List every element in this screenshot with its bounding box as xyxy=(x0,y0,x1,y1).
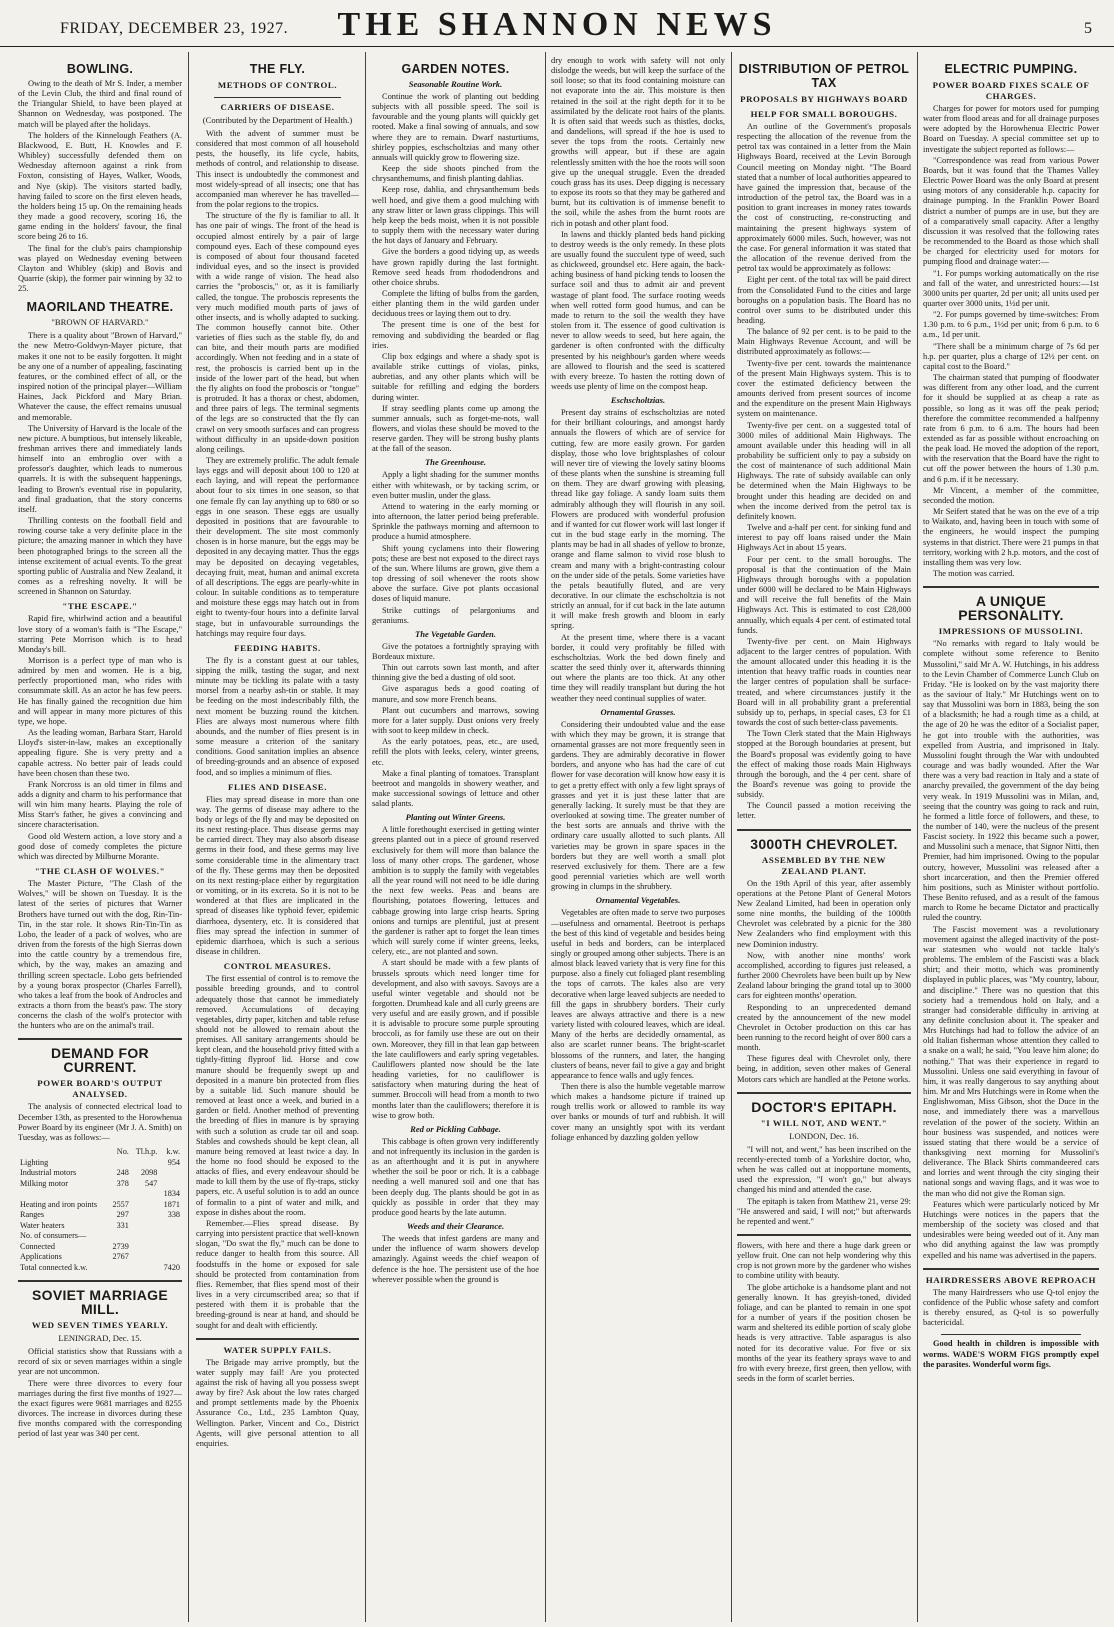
water-paragraph: The Brigade may arrive promptly, but the water supply may fail! Are you protected against the risk of having all you possess swept away by fire? Ask about the low rates charged and prompt settlements made by the Phoenix Assurance Co., Ltd., 235 Lambton Quay, Wellington. Parker, Vincent and Co., District Agents, will give personal attention to all enquiries. xyxy=(196,1357,359,1448)
personality-paragraph: "No remarks with regard to Italy would be complete without some reference to Benito Mussolini," said Mr A. W. Hutchings, in his address to the Levin Chamber of Commerce Lunch Club on Friday. "He is looked on by the vast majority there as the saviour of Italy." Mr Hutchings went on to say that Mussolini was born in 1883, being the son of a blacksmith; he had a rough time as a child, at the age of 20 he was the editor of a Socialist paper, he got into trouble with the authorities, was expelled from Austria, and imprisoned in Italy. Mussolini fought through the War with undoubted courage and was badly wounded. After the War there was a very bad reaction in Italy and a state of anarchy prevailed, the government of the day being very weak. In 1919 Mussolini was in Milan, and, seeing that the country was going to rack and ruin, he formed a little force of followers, and these, to the number of 140, were the nucleus of the present Fascist society. In 1922 this became such a power, and Mussolini such a menace, that Signor Nitti, then Premier, had him imprisoned. Owing to the popular outcry, however, Mussolini was released after a short incarceration, and then the Premier offered him positions, such as Minister without portfolio. These Benito refused, and as a result of the famous march to Rome he became Dictator and practically ruled the country. xyxy=(923,639,1099,923)
personality-subhead: IMPRESSIONS OF MUSSOLINI. xyxy=(938,626,1084,637)
garden-paragraph: flowers, with here and there a huge dark green or yellow fruit. One can not help wondering why this crop is not grown more by the gardener who wishes to combine utility with beauty. xyxy=(737,1241,911,1281)
load-col-kw: k.w. xyxy=(166,1147,180,1157)
wade-advertisement: Good health in children is impossible with worms. WADE'S WORM FIGS promptly expel the parasites. Wonderful worm figs. xyxy=(923,1339,1099,1369)
load-label xyxy=(18,1189,108,1200)
load-table-row xyxy=(18,1168,182,1179)
column-3 xyxy=(372,56,539,1621)
article-divider xyxy=(214,97,341,98)
load-table xyxy=(18,1147,182,1273)
chevrolet-paragraph: Now, with another nine months' work accomplished, according to figures just released, a further 2000 Chevrolets have been built up by New Zealand labour bringing the grand total up to 3000 cars for eighteen months' operation. xyxy=(737,950,911,1001)
load-kw xyxy=(159,1242,182,1253)
garden-paragraph: Considering their undoubted value and the ease with which they may be grown, it is strange that ornamental grasses are not more frequently seen in gardens. They are admirably decorative in flower borders, and anyone who has had the care of cut flower for vase decoration will know how easy it is to get a pretty effect with only a few light sprays of grasses and yet it is just these latter that are generally lacking. It surely must be that they are overlooked at sowing time. The greater number of the best sorts are annuals and thrive with the ordinary care usually allotted to such plants. All varieties may be grown in spare spaces in the borders but they are well worth a small plot reserved exclusively for them. There are a few good perennial varieties which are well worth growing in clumps in the shrubbery. xyxy=(551,719,725,892)
maoriland-paragraph: The University of Harvard is the locale of the new picture. A bumptious, but intensely likeable, freshman arrives there and immediately lands himself into an embroglio over with a professor's daughter, which leads to numerous quarrels. It is with the subsequent happenings, leading to Brown's eventual rise in popularity, and final graduation, that the story concerns itself. xyxy=(18,423,182,514)
garden-paragraph: A little forethought exercised in getting winter greens planted out in a piece of ground reserved exclusively for them will more than balance the loss of many other crops. The gardener, whose ambition is to supply the family with vegetables all the year round will not need to be idle during the next few weeks. Peas and beans are flourishing, potatoes flowering, lettuces and cabbage growing into large crisp hearts. Spring onions and turnips are plentiful, just at present the gardener is rather apt to forget the lean times which will surely come if winter greens, leeks, celery, etc., are not planted and sown. xyxy=(372,825,539,957)
load-count: 2739 xyxy=(112,1241,129,1251)
load-kw xyxy=(159,1231,182,1242)
load-table-row xyxy=(18,1189,182,1200)
article-divider xyxy=(18,1038,182,1040)
fly-section-heading: FLIES AND DISEASE. xyxy=(227,781,328,792)
garden-paragraph: This cabbage is often grown very indifferently and not infrequently its inclusion in the garden is as an afterthought and it is put in anywhere whether the soil be poor or rich. It is a cabbage needing a well manured soil and one that has been deeply dug. The plants should be got in as quickly as possible in order that they may produce good hearts by the late autumn. xyxy=(372,1136,539,1217)
load-hp: 547 xyxy=(145,1178,158,1188)
fly-paragraph: They are extremely prolific. The adult female lays eggs and will deposit about 100 to 120 at each laying, and will repeat the performance about four to six times in one season, so that one female fly can lay anything up to 680 or so eggs in one season. These eggs are usually deposited in positions that are favourable to their development. The site most commonly chosen is in horse manure, but the eggs may be deposited in any decaying matter. Thus the eggs may be deposited on decaying vegetables, decaying fruit, meat, human and animal excreta of all descriptions. The eggs are pearly-white in colour. In suitable conditions as to temperature and moisture these eggs may hatch out in from eight to twenty-four hours into a definite larval stage, but in unfavourable surroundings the hatchings may require four days. xyxy=(196,456,359,638)
petrol-headline: DISTRIBUTION OF PETROL TAX xyxy=(738,62,910,90)
load-count xyxy=(108,1231,131,1242)
load-label: Ranges xyxy=(20,1210,45,1220)
petrol-paragraph: Twenty-five per cent. on Main Highways adjacent to the larger centres of population. With the amount allocated under this heading it is the intention that heavy traffic roads in counties near the larger centres of population shall be surface-treated, and where circumstances justify it the Board will in all probability grant a preferential subsidy up to, perhaps, in special cases, £3 for £1 towards the cost of such better-class pavements. xyxy=(737,636,911,728)
article-divider xyxy=(941,1334,1081,1335)
garden-section-heading: Eschscholtzias. xyxy=(610,395,666,406)
load-table-row xyxy=(18,1179,182,1190)
article-divider xyxy=(737,829,911,831)
personality-paragraph: Features which were particularly noticed by Mr Hutchings were notices in the papers that the membership of the society was closed and that undesirables were being weeded out of it. Any man who did anything against the law was promptly expelled and his name was advertised in the papers. xyxy=(923,1199,1099,1260)
chevrolet-subhead: ASSEMBLED BY THE NEW ZEALAND PLANT. xyxy=(761,854,887,876)
garden-section-heading: Red or Pickling Cabbage. xyxy=(410,1123,501,1134)
load-table-header xyxy=(18,1147,182,1158)
page-number: 5 xyxy=(1084,20,1092,37)
column-rule xyxy=(731,52,732,1622)
load-label: Applications xyxy=(20,1252,62,1262)
epitaph-paragraph: "I will not, and went," has been inscribed on the recently-erected tomb of a Yorkshire doctor, who, when he was called out at inopportune moments, used the expression, "I won't go," but always changed his mind and attended the case. xyxy=(737,1144,911,1195)
load-hp: 2098 xyxy=(140,1168,158,1178)
fly-section-heading: FEEDING HABITS. xyxy=(234,642,321,653)
demand-subhead: POWER BOARD'S OUTPUT ANALYSED. xyxy=(37,1078,163,1100)
load-table-row xyxy=(18,1158,182,1169)
fly-paragraph: Remember.—Flies spread disease. By carrying into persistent practice that well-known slogan, "Do swat the fly," much can be done to reduce danger to health from this source. All foodstuffs in the home or exposed for sale should be protected from contamination from flies. Remember, that flies spend most of their lives in a very circumscribed area; so that if pestered with them it is probable that the breeding-ground is near at hand, and should be sought for and dealt with efficiently. xyxy=(196,1218,359,1330)
load-kw: 338 xyxy=(167,1210,180,1220)
load-hp xyxy=(131,1158,159,1169)
petrol-paragraph: An outline of the Government's proposals respecting the allocation of the revenue from the petrol tax was contained in a letter from the Main Highways Board, received at the Levin Borough Council meeting on Monday night. "The Board stated that a number of local authorities appeared to have gained the impression that, because of the introduction of the petrol tax, the Board was in a position to grant increases in money rates towards the cost of constructing, re-constructing and maintaining the present highways system of approximately 6000 miles. Such, however, was not the case. For general information it was stated that the allocation of the revenue derived from the petrol tax would be approximately as follows: xyxy=(737,122,911,274)
load-table-row xyxy=(18,1231,182,1242)
load-count: 248 xyxy=(116,1168,129,1178)
load-col-no: No. xyxy=(116,1147,129,1157)
load-label: Lighting xyxy=(20,1157,49,1167)
bowling-paragraph: Owing to the death of Mr S. Inder, a member of the Levin Club, the third and final round of the Triangular Shield, to have been played at Shannon on Wednesday, was postponed. The match will be played after the holidays. xyxy=(18,79,182,129)
load-count: 378 xyxy=(116,1178,129,1188)
garden-section-heading: Ornamental Vegetables. xyxy=(595,895,681,906)
load-kw: 7420 xyxy=(163,1262,180,1272)
load-table-row xyxy=(18,1252,182,1263)
garden-paragraph: The globe artichoke is a handsome plant and not generally known. It has greyish-toned, divided foliage, and can be planted to remain in one spot for a number of years if the position chosen be warm and sheltered its edible portion of scaly globe heads is very attractive. Table asparagus is also noted for its decorative value. For five or six months of the year its feathery sprays wave to and fro with every breeze, first green, then yellow, with seeds in the form of scarlet berries. xyxy=(737,1282,911,1384)
pumping-paragraph: "1. For pumps working automatically on the rise and fall of the water, and unrestricted hours:—1st 3000 units per quarter, 2d per unit; all units used per quarter over 3000 units, 1½d per unit. xyxy=(923,268,1099,308)
article-divider xyxy=(923,586,1099,588)
article-divider xyxy=(923,1268,1099,1270)
garden-paragraph: If stray seedling plants come up among the summer annuals, such as forget-me-nots, wall flowers, and violas these should be moved to the reserve garden. They will be strong bushy plants at the fall of the season. xyxy=(372,403,539,454)
chevrolet-paragraph: These figures deal with Chevrolet only, there being, in addition, seven other makes of General Motors cars which are handled at the Petone works. xyxy=(737,1054,911,1084)
personality-headline: A UNIQUE PERSONALITY. xyxy=(958,593,1064,624)
garden-paragraph: Then there is also the humble vegetable marrow which makes a handsome picture if trained up rough trellis work or allowed to ramble its way over banks or mounds of turf and rubbish. It will cover many an unsightly spot with its verdant foliage enhanced by dazzling golden yellow xyxy=(551,1082,725,1142)
epitaph-dateline: LONDON, Dec. 16. xyxy=(789,1130,859,1141)
garden-paragraph: In lawns and thickly planted beds hand picking to destroy weeds is the only remedy. In these plots are usually found the succulent type of weed, such as chickweed, groundsel etc. Here again, the back-aching business of hand picking tends to loosen the surface soil and thus to admit air and prevent wastage of plant food. The surface rooting weeds when well rotted form good humus, and can be made to return to the soil the wealth they have stolen from it. The essence of good cultivation is never to allow weeds to seed, but here again, the gardener is often confronted with the difficulty presented by his neighbour's garden where weeds are allowed to flourish and the seed is scattered with every breeze. To hasten the rotting down of weeds use plenty of lime on the compost heap. xyxy=(551,229,725,391)
garden-paragraph: Plant out cucumbers and marrows, sowing more for a later supply. Dust onions very freely with soot to keep mildew in check. xyxy=(372,705,539,736)
wolves-headline: "THE CLASH OF WOLVES." xyxy=(34,866,166,877)
column-rule xyxy=(545,52,546,1622)
epitaph-subhead: "I WILL NOT, AND WENT." xyxy=(760,1117,888,1128)
load-table-row xyxy=(18,1221,182,1232)
load-count xyxy=(108,1189,131,1200)
load-kw xyxy=(159,1168,182,1179)
soviet-paragraph: Official statistics show that Russians with a record of six or seven marriages within a single year are not uncommon. xyxy=(18,1347,182,1377)
fly-paragraph: The first essential of control is to remove the possible breeding grounds, and to control adequately those that cannot be immediately removed. Accumulations of decaying vegetables, dirty paper, kitchen and table refuse should not be allowed to remain about the premises. All sanitary arrangements should be kept clean, and the household privy fitted with a tightly-fitting flyproof lid. Horse and cow manure should be frequently swept up and deposited in a manure bin protected from flies by a suitable lid. Such manure should be removed at least once a week, and buried in a garden or field. Another method of preventing the breeding of flies in manure is by spraying with such a solution as crude tar oil and soap. Stables and cowsheds should be kept clean, all manure being removed at least twice a day. In the home no food should be exposed to the attacks of flies, and every endeavour should be made to kill them by the use of fly-traps, sticky papers, etc. A useful solution is to add an ounce of formalin to a pint of water and milk, and expose in dishes about the room. xyxy=(196,974,359,1217)
petrol-paragraph: The Council passed a motion receiving the letter. xyxy=(737,801,911,821)
load-kw: 1834 xyxy=(163,1189,180,1199)
fly-section-heading: CONTROL MEASURES. xyxy=(223,961,332,972)
garden-paragraph: At the present time, where there is a vacant border, it could very profitably be filled with eschscholtzias. Work the bed down finely and scatter the seed thinly over it, afterwards thinning out where the plants are too thick. At any other time they will readily transplant but during the hot weather they need continual supplies of water. xyxy=(551,632,725,703)
load-hp xyxy=(131,1263,159,1274)
garden-paragraph: Thin out carrots sown last month, and after thinning give the bed a dusting of old soot. xyxy=(372,663,539,683)
pumping-paragraph: Mr Seifert stated that he was on the eve of a trip to Waikato, and, having been in touch with some of the engineers, he would inspect the pumping systems in that district. There were 21 pumps in that territory, working with 2 h.p. motors, and the cost of installing them was very low. xyxy=(923,507,1099,567)
column-1 xyxy=(18,56,182,1621)
pumping-paragraph: "There shall be a minimum charge of 7s 6d per h.p. per quarter, plus a charge of 12½ per cent. on capital cost to the Board." xyxy=(923,341,1099,371)
load-table-row xyxy=(18,1242,182,1253)
fly-credit: (Contributed by the Department of Health.) xyxy=(202,115,353,125)
load-count xyxy=(108,1263,131,1274)
soviet-paragraph: There were three divorces to every four marriages during the first five months of 1927—the exact figures were 9681 marriages and 8255 divorces. The increase in divorces during these five months compared with the corresponding period of last year was 340 per cent. xyxy=(18,1378,182,1439)
garden-paragraph: Complete the lifting of bulbs from the garden, either planting them in the wild garden under deciduous trees or laying them out to dry. xyxy=(372,288,539,319)
escape-headline: "THE ESCAPE." xyxy=(62,601,138,612)
petrol-paragraph: Twelve and a-half per cent. for sinking fund and interest to pay off loans raised under the Main Highways Act in about 15 years. xyxy=(737,523,911,553)
load-hp xyxy=(131,1189,159,1200)
garden-paragraph: Give the potatoes a fortnightly spraying with Bordeaux mixture. xyxy=(372,641,539,661)
load-hp xyxy=(131,1242,159,1253)
escape-paragraph: Frank Norcross is an old timer in films and adds a dignity and charm to his performance that will win him many hearts. Playing the role of Miss Starr's father, he gives a convincing and sincere characterisation. xyxy=(18,779,182,830)
petrol-paragraph: Twenty-five per cent. towards the maintenance of the present Main Highways system. This is to cover the estimated deficiency between the amounts derived from present sources of income and the expenditure on the present Main Highways system on maintenance. xyxy=(737,358,911,419)
escape-paragraph: Morrison is a perfect type of man who is admired by men and women. He is a big, perfectly proportioned man, who rides with consummate skill. As an actor he has few peers. He has finally gained the recognition due him and will appear in many more pictures of this type, we hope. xyxy=(18,655,182,726)
load-kw xyxy=(159,1179,182,1190)
load-count: 297 xyxy=(116,1210,129,1220)
fly-paragraph: With the advent of summer must be considered that most common of all household pests, the housefly, its life cycle, habits, methods of control, and relationship to disease. This insect is undoubtedly the commonest and most widely-spread of all insects; one that has accompanied man wherever he has travelled—from the polar regions to the tropics. xyxy=(196,129,359,210)
load-label: No. of consumers— xyxy=(20,1231,87,1241)
fly-paragraph: The fly is a constant guest at our tables, sipping the milk, tasting the sugar, and next minute may be tickling its palate with a tasty morsel from a nearby ash-tin or stable. It may be feeding on the most indescribably filth, the next moment be buzzing round the kitchen. Flies are always most numerous where filth abounds, and the number of flies present is in some measure a criterion of the sanitary conditions. Good sanitation implies an absence of breeding-grounds and an absence of exposed food, and so implies a minimum of flies. xyxy=(196,655,359,777)
pumping-paragraph: "Correspondence was read from various Power Boards, but it was found that the Thames Valley Electric Power Board was the only Board at present using motors of any considerable h.p. capacity for drainage pumping. In the Franklin Power Board district a number of pumps are in use, but they are of a comparatively small capacity. After a lengthy discussion it was resolved that the following rates be recommended to the Board as those which shall be charged for electricity used for motors for pumping flood and drainage water:— xyxy=(923,155,1099,267)
pumping-paragraph: "2. For pumps governed by time-switches: From 1.30 p.m. to 6 p.m., 1½d per unit; from 6 p.m. to 6 a.m., 1d per unit. xyxy=(923,310,1099,340)
load-col-tl: Tl.h.p. xyxy=(135,1147,158,1157)
pumping-headline: ELECTRIC PUMPING. xyxy=(944,62,1078,76)
newspaper-title: THE SHANNON NEWS xyxy=(337,6,777,43)
load-count: 2557 xyxy=(112,1199,129,1209)
column-2 xyxy=(196,56,359,1621)
chevrolet-headline: 3000TH CHEVROLET. xyxy=(750,835,898,852)
garden-paragraph: Continue the work of planting out bedding subjects with all possible speed. The soil is favourable and the young plants will quickly get rooted. Make a final sowing of annuals, and sow where they are to remain. Dwarf nasturtiums, shirley poppies, eschscholtzias and many other annuals will quickly grow to flowering size. xyxy=(372,92,539,162)
issue-date: FRIDAY, DECEMBER 23, 1927. xyxy=(60,20,289,37)
garden-paragraph: The present time is one of the best for removing and subdividing the bearded or flag iries. xyxy=(372,320,539,350)
wolves-paragraph: The Master Picture, "The Clash of the Wolves," will be shown on Tuesday. It is the latest of the series of pictures that Warner Brothers have turned out with the dog, Rin-Tin-Tin, in the star role. It shows Rin-Tin-Tin as Lobo, the leader of a pack of wolves, who are driven from the forests of the high Sierras down into the cattle country by a tremendous fire, which, by the way, makes an amazing and thrilling screen spectacle. Lobo gets befriended by a young borax prospector (Charles Farrell), who takes a leaf from the book of Androcles and extracts a thorn from the beast's paw. The story concerns the clash of the wolf's protector with the hunters who are on the animal's trail. xyxy=(18,879,182,1031)
chevrolet-paragraph: On the 19th April of this year, after assembly operations at the Petone Plant of General Motors New Zealand Limited, had been in operation only some nine months, the building of the 1000th Chevrolet was celebrated by a picnic for the 380 New Zealanders who find employment with this new Dominion industry. xyxy=(737,878,911,949)
maoriland-paragraph: There is a quality about "Brown of Harvard," the new Metro-Goldwyn-Mayer picture, that makes it one not to be easily forgotten. It might be any one of a number of appealing, fascinating features, or the combined effect of all, or the inspired notion of the principal player—William Haines, Jack Pickford and Mary Brian. Whatever the cause, the effect remains unusual and memorable. xyxy=(18,331,182,422)
garden-paragraph: Clip box edgings and where a shady spot is available strike cuttings of violas, pinks, aubretias, and any other plants which will be suitable for refilling and edging the borders during winter. xyxy=(372,351,539,402)
chevrolet-paragraph: Responding to an unprecedented demand created by the announcement of the new model Chevrolet in October production on this car has been running to the record height of over 800 cars a month. xyxy=(737,1002,911,1053)
article-divider xyxy=(196,1338,359,1340)
garden-paragraph: Strike cuttings of pelargoniums and geraniums. xyxy=(372,605,539,625)
hairdressers-headline: HAIRDRESSERS ABOVE REPROACH xyxy=(925,1274,1097,1285)
pumping-paragraph: The motion was carried. xyxy=(933,569,1015,579)
load-hp xyxy=(131,1231,159,1242)
load-kw: 954 xyxy=(167,1157,180,1167)
petrol-paragraph: Eight per cent. of the total tax will be paid direct from the Consolidated Fund to the cities and large boroughs on a population basis. The Board has no control over sums to be distributed under this heading. xyxy=(737,275,911,325)
bowling-paragraph: The final for the club's pairs championship was played on Wednesday evening between Clayton and Whibley (skip) and Bovis and Quarrie (skip), the former pair winning by 32 to 25. xyxy=(18,243,182,294)
garden-section-heading: Weeds and their Clearance. xyxy=(406,1221,505,1232)
soviet-headline: SOVIET MARRIAGE MILL. xyxy=(32,1287,168,1318)
load-label: Milking motor xyxy=(20,1178,68,1188)
article-divider xyxy=(737,1092,911,1094)
fly-paragraph: The structure of the fly is familiar to all. It has one pair of wings. The front of the head is occupied almost entirely by a pair of large compound eyes. Each of these compound eyes is composed of about four thousand faceted individual eyes, and so the insect is provided with a wide range of vision. The head also carries the "proboscis," or, as it is familiarly called, the tongue. The proboscis represents the very much modified mouth parts of jaws of other insects, and is wholly adapted to sucking. The common housefly cannot bite. Other varieties of flies such as the stable fly, do and can bite, and their mouth parts are modified accordingly. When not feeding and in a state of rest, the proboscis is carried bent up in the inside of the lower part of the head, but when the fly alights on food the proboscis or "tongue" is protruded. It has a thorax or chest, abdomen, and three pairs of legs. The terminal segments of the legs are so constructed that the fly can crawl on very smooth surfaces and can progress without difficulty in an upside-down position along ceilings. xyxy=(196,211,359,454)
garden-paragraph: Vegetables are often made to serve two purposes—usefulness and ornamental. Beetroot is perhaps the best of this kind of vegetable and besides being useful in beds and borders, can be interplaced singly or grouped among other subjects. There is an almost black leaved variety that is very fine for this purpose. also a finely cut foliaged plant resembling the tops of carrots. The kales also are very decorative when large leaved subjects are needed to fill the gaps in shrubbery borders. Their curly leaves are always attractive and there is a new variety listed with coloured leaves, which are ideal. Many of the herbs are decidedly ornamental, as also are scarlet runner beans. The bright-scarlet blossoms of the runners, and later, the hanging clusters of beans, never fail to give a gay and bright appearance to fence walls and ugly fences. xyxy=(551,908,725,1080)
petrol-subhead: HELP FOR SMALL BOROUGHS. xyxy=(750,109,898,119)
load-hp xyxy=(131,1221,159,1232)
load-count xyxy=(108,1158,131,1169)
personality-paragraph: The Fascist movement was a revolutionary movement against the alleged inactivity of the post-war statesmen who would not tackle Italy's problems. The emblem of the Fascisti was a black shirt; and their motto, which was prominently displayed in public places, was "My country, labour, and discipline." There was no question that this society had a tremendous hold on Italy, and a stranger had considerable difficulty in arriving at any definite conclusion about it. The speaker and Mrs Hutchings had had to follow the advice of an old Italian fisherman whose attention they called to a snake on a wall; he said, "You leave him alone; do nothing." That was their experience in regard to Mussolini. Unless one said everything in favour of him, it was really dangerous to say anything about him. Mr and Mrs Hutchings were in Rome when the Englishwoman, Miss Gibson, shot the Duce in the nose, and immediately there was a marvellous revelation of the power of the society. Within an hour business was suspended, and notices were issued stating that there would be a service of thanksgiving next morning for Mussolini's deliverance. The Black Shirts commandeered cars and lorries and went through the city singing their national songs and waving flags, and it was woe to the man who did not give the Roman sign. xyxy=(923,924,1099,1198)
load-label: Industrial motors xyxy=(20,1168,77,1178)
fly-headline: THE FLY. xyxy=(249,62,306,76)
load-label: Connected xyxy=(20,1241,56,1251)
garden-paragraph: dry enough to work with safety will not only dislodge the weeds, but will keep the surface of the soil loose; so that its food containing moisture can not evaporate into the air. This moisture is then retained in the soil at the right depth for it to be assimilated by the delicate root hairs of the plants. It is often said that weeds such as thistles, docks, and dandelions, will spread if the hoe is used to sever the tops from the roots. Certainly new growths will appear, but if these are again relentlessly smitten with the hoe the roots will soon give up the unequal struggle. Even the dreaded couch grass has its uses. Deep digging is necessary to expose its roots so that they may be gathered and burnt, but its cultivation is of immense benefit to the soil, while the ashes from the burnt roots are rich in potash and other plant food. xyxy=(551,56,725,228)
epitaph-headline: DOCTOR'S EPITAPH. xyxy=(751,1098,897,1115)
maoriland-subhead: "BROWN OF HARVARD." xyxy=(51,317,149,328)
column-6 xyxy=(923,56,1099,1621)
load-label: Total connected k.w. xyxy=(20,1262,88,1272)
escape-paragraph: Rapid fire, whirlwind action and a beautiful love story of a woman's faith is "The Escape," starring Pete Morrison which is to head Monday's bill. xyxy=(18,614,182,654)
bowling-headline: BOWLING. xyxy=(66,62,134,76)
fly-paragraph: Flies may spread disease in more than one way. The germs of disease may adhere to the body or legs of the fly and may be deposited on its next resting-place. Thus disease germs may be carried direct. They may also absorb disease germs in their food, and these germs may live some considerable time in the alimentary tract of the fly. These germs may then be deposited on its next resting-place either by regurgitation or vomiting, or in its excreta. So it is not to be wondered at that flies are implicated in the spread of diseases like typhoid fever, epidemic diarrhoea, dysentery, etc. It is considered that flies may spread the infection in summer of epidemic diarrhoea, which is such a serious disease in children. xyxy=(196,794,359,957)
water-headline: WATER SUPPLY FAILS. xyxy=(223,1344,332,1355)
column-rule xyxy=(365,52,366,1622)
column-5 xyxy=(737,56,911,1621)
garden-headline: GARDEN NOTES. xyxy=(401,62,510,76)
garden-section-heading: The Vegetable Garden. xyxy=(415,628,496,639)
garden-paragraph: Give the borders a good tidying up, as weeds have grown rapidly during the last fortnight. Remove seed heads from rhododendrons and other choice shrubs. xyxy=(372,247,539,287)
fly-subhead: METHODS OF CONTROL. xyxy=(217,80,338,90)
escape-paragraph: As the leading woman, Barbara Starr, Harold Lloyd's sister-in-law, makes an exceptionally appealing figure. She is very pretty and a capable actress. No better pair of leads could have been chosen than these two. xyxy=(18,728,182,778)
pumping-paragraph: Mr Vincent, a member of the committee, seconded the motion. xyxy=(923,485,1099,505)
garden-section-heading: Planting out Winter Greens. xyxy=(405,812,506,823)
petrol-paragraph: The balance of 92 per cent. is to be paid to the Main Highways Revenue Account, and will be distributed approximately as follows:— xyxy=(737,327,911,357)
bowling-paragraph: The holders of the Kinnelough Feathers (A. Blackwood, E. Butt, H. Knowles and F. Whibley) successfully defended them on Wednesday afternoon against a rink from Foxton, consisting of Hayes, Walker, Woods, and Nye (skip). The visitors started badly, having failed to score on the first eleven heads, the holders being 15 up. On the remaining heads they made a good recovery, scoring 16, the game ending in the holders' favour, the final score being 26 to 16. xyxy=(18,130,182,242)
pumping-subhead: POWER BOARD FIXES SCALE OF CHARGES. xyxy=(932,80,1090,101)
garden-paragraph: The weeds that infest gardens are many and under the influence of warm showers develop amazingly. Against weeds the chief weapon of defence is the hoe. The persistent use of the hoe wherever possible when the ground is xyxy=(372,1234,539,1284)
column-rule xyxy=(188,52,189,1622)
garden-paragraph: Attend to watering in the early morning or into afternoon, the latter period being preferable. Sprinkle the pathways morning and afternoon to produce a humid atmosphere. xyxy=(372,501,539,542)
load-kw xyxy=(159,1252,182,1263)
load-label: Water heaters xyxy=(20,1220,65,1230)
maoriland-headline: MAORILAND THEATRE. xyxy=(26,300,174,315)
garden-subhead: Seasonable Routine Work. xyxy=(408,79,503,89)
garden-paragraph: Shift young cyclamens into their flowering pots; these are best not exposed to the direct rays of the sun. Where lilums are grown, give them a top dressing of soil whenever the roots show above the surface. Give pot plants occasional doses of liquid manure. xyxy=(372,543,539,604)
pumping-paragraph: The chairman stated that pumping of floodwater was different from any other load, and the current for it should be supplied at as cheap a rate as possible, so long as it was off the peak period; therefore the committee recommended a halfpenny rate from 6 p.m. to 6 a.m. The hours had been extended as far as possible without encroaching on the peak load. He moved the adoption of the report, with the reservation that the Board have the right to cut off the power between the hours of 1.30 p.m. and 6 p.m. if it be necessary. xyxy=(923,373,1099,484)
load-label: Heating and iron points xyxy=(20,1199,98,1209)
column-rule xyxy=(917,52,918,1622)
load-count: 331 xyxy=(116,1220,129,1230)
garden-paragraph: Keep rose, dahlia, and chrysanthemum beds well hoed, and give them a good mulching with any straw litter or lawn grass clippings. This will help keep the beds moist, when it is not possible to supply them with the necessary water during the hot days of January and February. xyxy=(372,185,539,246)
garden-paragraph: Apply a light shading for the summer months either with whitewash, or by tacking scrim, or even butter muslin, under the glass. xyxy=(372,470,539,500)
soviet-subhead: WED SEVEN TIMES YEARLY. xyxy=(31,1320,169,1331)
garden-section-heading: Ornamental Grasses. xyxy=(600,706,676,717)
load-hp xyxy=(131,1252,159,1263)
garden-paragraph: Present day strains of eschscholtzias are noted for their brilliant colourings, and amongst hardy annuals the flowers of which are of service for cutting, few are more easily grown. For garden display, those who love brightsplashes of colour will never tire of viewing the lovely satiny blooms of these plants when the sunshine is streaming full on them. They are dwarf growing with pleasing, thread like gay foliage. A sandy loam suits them admirably although they will flourish in any soil. Flowers are produced with wonderful profusion and if wanted for cut flower work will last longer if cut in the bud stage early in the morning. The plants may be had in all shades of yellow to bronze, orange and flame salmon to vivid rose blush to cream and many with a bright-contrasting colour on the under side of the petals. Some varieties have the petals beautifully fluted, and are very decorative. In our climate the eschscholtzia is not strictly an annual, for if cut back in the late autumn it will make fresh growth and bloom in early spring. xyxy=(551,408,725,631)
load-hp xyxy=(131,1210,159,1221)
column-4 xyxy=(551,56,725,1621)
garden-paragraph: Give asparagus beds a good coating of manure, and sow more French beans. xyxy=(372,684,539,704)
garden-paragraph: A start should be made with a few plants of brussels sprouts which need longer time for development, and also with savoys. Savoys are a useful winter vegetable and should not be forgotten. Drumhead kale and all curly greens are very useful and are easily grown, and if possible it is advisable to procure some purple sprouting broccoli, as for family use these are out on their own. Moreover, they fill in that lean gap between the late cauliflowers and early spring vegetables. Cauliflowers planted now should be the late heading varieties, for no cauliflower is satisfactory when maturing during the heat of summer. Broccoli will head from a month to two months later than the cauliflowers; therefore it is wise to grow both. xyxy=(372,958,539,1120)
load-table-row xyxy=(18,1200,182,1211)
epitaph-paragraph: The epitaph is taken from Matthew 21, verse 29: "He answered and said, I will not;" but afterwards he repented and went." xyxy=(737,1196,911,1226)
masthead xyxy=(0,0,1114,47)
load-table-row xyxy=(18,1263,182,1274)
petrol-paragraph: Twenty-five per cent. on a suggested total of 3000 miles of additional Main Highways. The amount available under this heading will in all probability be sufficient only to pay a subsidy on the cost of maintenance of such additional Main Highways. The rate of subsidy available can only be determined when the Main Highways to be brought under this heading are decided on and when the income derived from the petrol tax is definitely known. xyxy=(737,420,911,521)
garden-section-heading: The Greenhouse. xyxy=(424,457,487,468)
garden-paragraph: Keep the side shoots pinched from the chrysanthemums, and finish planting dahlias. xyxy=(372,164,539,184)
load-kw xyxy=(159,1221,182,1232)
maoriland-paragraph: Thrilling contests on the football field and rowing course take a very definite place in the picture; the amazing manner in which they have been photographed brings to the screen all the intense excitement of actual events. To the great sporting public of Australia and New Zealand, it comes as a refreshing novelty. It will be screened in Shannon on Saturday. xyxy=(18,516,182,597)
escape-paragraph: Good old Western action, a love story and a good dose of comedy completes the picture which was directed by Milburne Morante. xyxy=(18,831,182,861)
demand-paragraph: The analysis of connected electrical load to December 13th, as presented to the Horowhenua Power Board by its engineer (Mr J. A. Smith) on Tuesday, was as follows:— xyxy=(18,1102,182,1142)
garden-paragraph: Make a final planting of tomatoes. Transplant beetroot and mangolds in showery weather, and make successional sowings of lettuce and other salad plants. xyxy=(372,768,539,809)
article-divider xyxy=(737,1234,911,1236)
load-table-row xyxy=(18,1210,182,1221)
fly-subhead: CARRIERS OF DISEASE. xyxy=(220,102,335,112)
article-divider xyxy=(18,1280,182,1282)
demand-headline: DEMAND FOR CURRENT. xyxy=(51,1045,149,1076)
petrol-paragraph: Four per cent. to the small boroughs. The proposal is that the continuation of the Main Highways through boroughs with a population under 6000 will be declared to be Main Highways and will receive the full benefits of the Main Highways Act. This is estimated to cost £28,000 annually, which equals 4 per cent. of estimated total funds. xyxy=(737,554,911,635)
load-count: 2767 xyxy=(112,1252,129,1262)
hairdressers-paragraph: The many Hairdressers who use Q-tol enjoy the confidence of the Public whose safety and comfort is thereby ensured, as Q-tol is so powerfully bactericidal. xyxy=(923,1287,1099,1328)
petrol-paragraph: The Town Clerk stated that the Main Highways stopped at the Borough boundaries at present, but the Board's proposal was evidently going to have the effect of making those roads Main Highways through the borough, and the 4 per cent. share of the Board's revenue was going to provide the subsidy. xyxy=(737,729,911,800)
petrol-subhead: PROPOSALS BY HIGHWAYS BOARD xyxy=(740,94,908,104)
load-kw: 1871 xyxy=(163,1199,180,1209)
load-hp xyxy=(131,1200,159,1211)
soviet-dateline: LENINGRAD, Dec. 15. xyxy=(58,1333,142,1344)
garden-paragraph: As the early potatoes, peas, etc., are used, refill the plots with leeks, celery, winter greens, etc. xyxy=(372,737,539,767)
pumping-paragraph: Charges for power for motors used for pumping water from flood areas and for all drainage purposes were adopted by the Horowhenua Electric Power Board on Tuesday. A special committee set up to investigate the subject reported as follows:— xyxy=(923,104,1099,154)
